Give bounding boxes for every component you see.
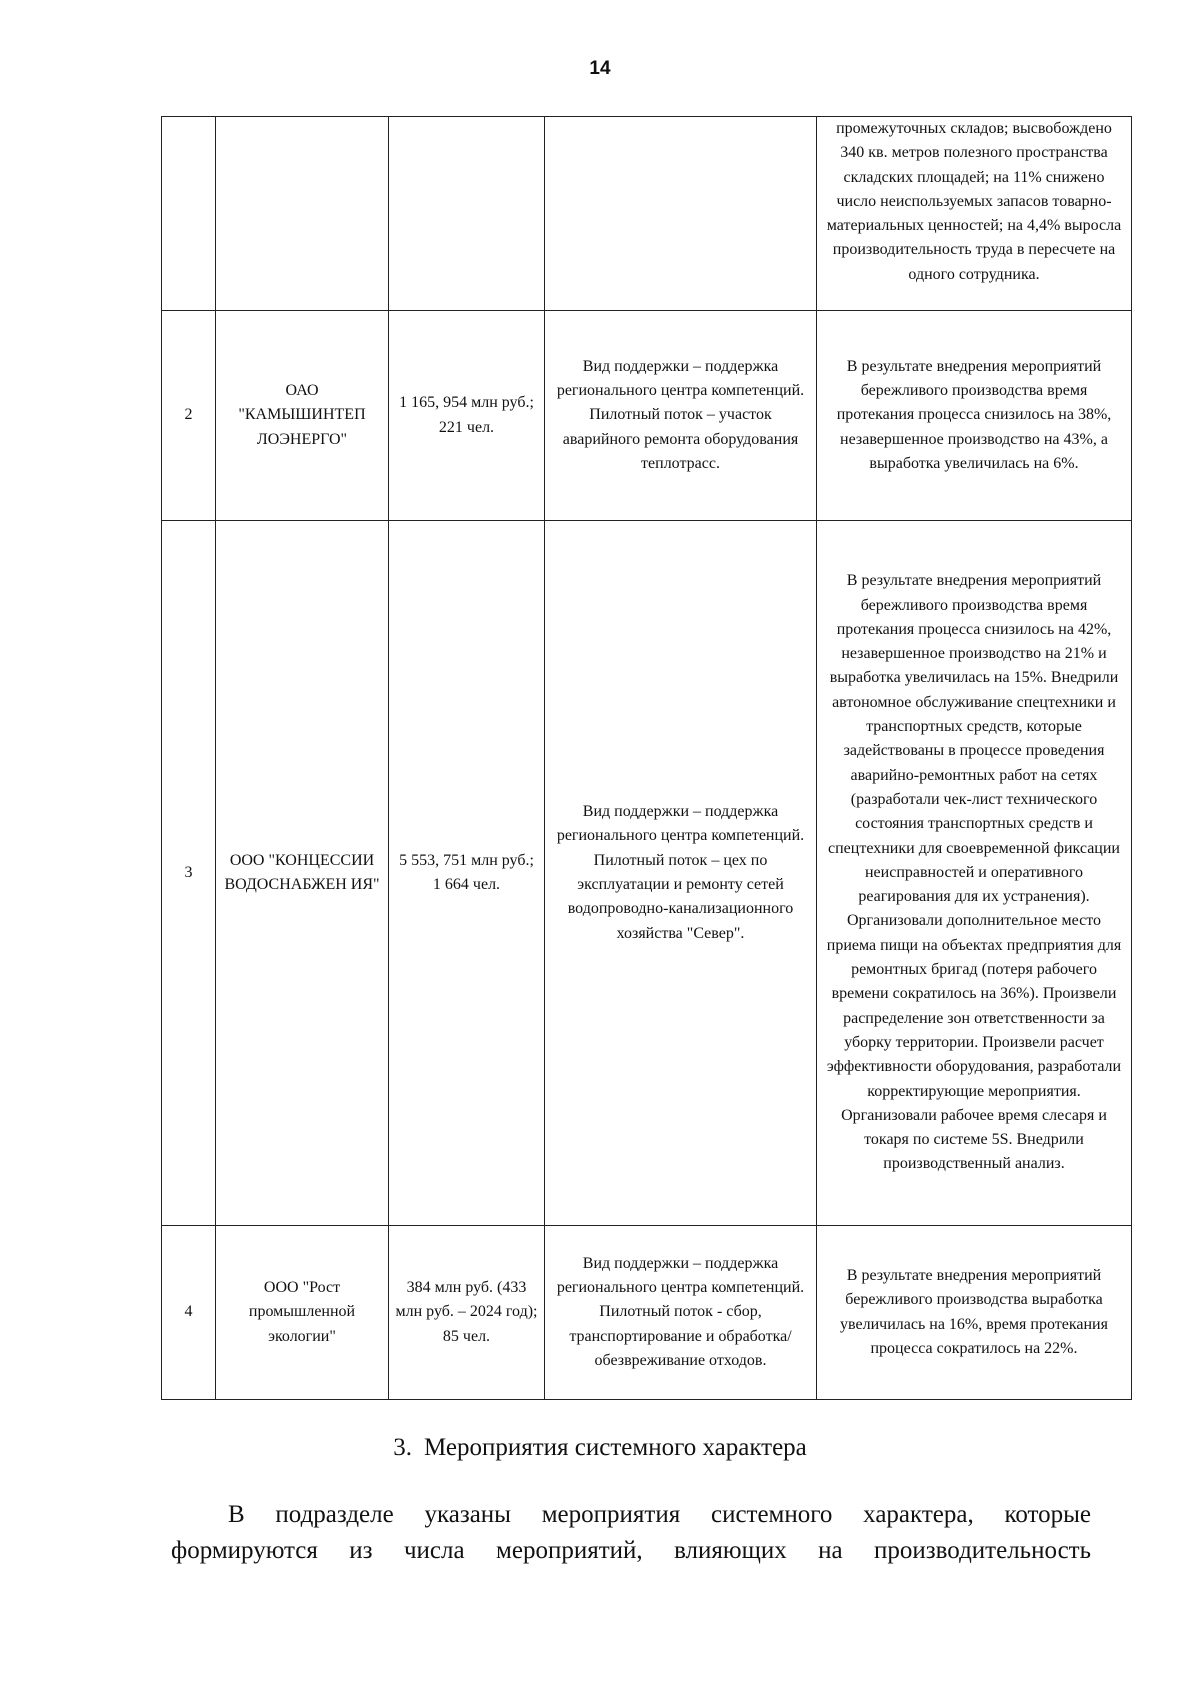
body-paragraph [171, 1497, 1091, 1569]
row-number-cell: 3 [162, 521, 216, 1226]
section-title: Мероприятия системного характера [423, 1434, 807, 1461]
table-row [162, 1226, 1132, 1400]
organization-cell: ООО "Рост промышленной экологии" [216, 1226, 389, 1400]
row-number-cell: 2 [162, 311, 216, 521]
paragraph-text: В подразделе указаны мероприятия системного характера, которые формируются из числа мероприятий, влияющих на производительность [171, 1501, 1091, 1564]
support-cell [545, 117, 817, 311]
result-cell: В результате внедрения мероприятий бережливого производства выработка увеличилась на 16%, время протекания процесса сократилось на 22%. [817, 1226, 1132, 1400]
section-heading [0, 1432, 1200, 1464]
section-number: 3. [393, 1434, 412, 1461]
result-cell: В результате внедрения мероприятий бережливого производства время протекания процесса снизилось на 42%, незавершенное производство на 21% и выработка увеличилась на 15%. Внедрили автономное обслуживание спецтехники и транспортных средств, которые задействованы в процессе проведения аварийно-ремонтных работ на сетях (разработали чек-лист технического состояния транспортных средств и спецтехники для своевременной фиксации неисправностей и оперативного реагирования для их устранения). Организовали дополнительное место приема пищи на объектах предприятия для ремонтных бригад (потеря рабочего времени сократилось на 36%). Произвели распределение зон ответственности за уборку территории. Произвели расчет эффективности оборудования, разработали корректирующие мероприятия. Организовали рабочее время слесаря и токаря по системе 5S. Внедрили производственный анализ. [817, 521, 1132, 1226]
volume-cell [389, 117, 545, 311]
organization-cell [216, 117, 389, 311]
table-row [162, 521, 1132, 1226]
support-cell: Вид поддержки – поддержка регионального центра компетенций. Пилотный поток – цех по эксплуатации и ремонту сетей водопроводно-канализационного хозяйства "Север". [545, 521, 817, 1226]
results-table [161, 116, 1132, 1400]
support-cell: Вид поддержки – поддержка регионального центра компетенций. Пилотный поток – участок аварийного ремонта оборудования теплотрасс. [545, 311, 817, 521]
table-row [162, 311, 1132, 521]
volume-cell: 5 553, 751 млн руб.; 1 664 чел. [389, 521, 545, 1226]
table-row [162, 117, 1132, 311]
volume-cell: 1 165, 954 млн руб.; 221 чел. [389, 311, 545, 521]
support-cell: Вид поддержки – поддержка регионального центра компетенций. Пилотный поток - сбор, транспортирование и обработка/обезвреживание отходов. [545, 1226, 817, 1400]
organization-cell: ОАО "КАМЫШИНТЕП ЛОЭНЕРГО" [216, 311, 389, 521]
row-number-cell: 4 [162, 1226, 216, 1400]
page-number: 14 [589, 58, 611, 79]
organization-cell: ООО "КОНЦЕССИИ ВОДОСНАБЖЕН ИЯ" [216, 521, 389, 1226]
volume-cell: 384 млн руб. (433 млн руб. – 2024 год); 85 чел. [389, 1226, 545, 1400]
result-cell: промежуточных складов; высвобождено 340 кв. метров полезного пространства складских площадей; на 11% снижено число неиспользуемых запасов товарно-материальных ценностей; на 4,4% выросла производительность труда в пересчете на одного сотрудника. [817, 117, 1132, 311]
result-cell: В результате внедрения мероприятий бережливого производства время протекания процесса снизилось на 38%, незавершенное производство на 43%, а выработка увеличилась на 6%. [817, 311, 1132, 521]
row-number-cell [162, 117, 216, 311]
